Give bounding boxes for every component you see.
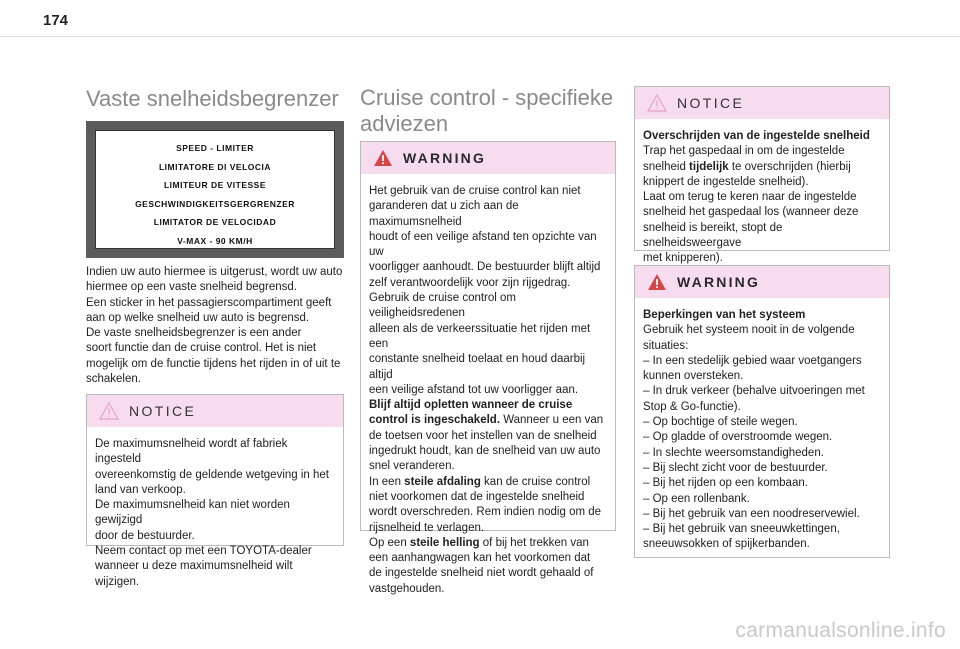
bold-text: Overschrijden van de ingestelde snelheid — [643, 130, 870, 142]
section-heading-cruise-control: Cruise control - specifieke adviezen — [360, 85, 614, 136]
text-line: – Bij het gebruik van een noodreservewiel. — [643, 507, 860, 520]
text-line: mogelijk om de functie tijdens het rijden in of uit te — [86, 357, 341, 370]
text-line: niet voorkomen dat de ingestelde snelheid — [369, 490, 585, 503]
text-line: door de bestuurder. — [95, 529, 195, 542]
text-line: Stop & Go-functie). — [643, 400, 741, 413]
text-line: Laat om terug te keren naar de ingestelde — [643, 191, 857, 204]
warning-header — [635, 266, 889, 298]
text-line: schakelen. — [86, 373, 141, 386]
bold-text: tijdelijk — [689, 160, 729, 173]
text-line: – In druk verkeer (behalve uitvoeringen met — [643, 385, 865, 398]
sticker-line: V-MAX - 90 KM/H — [177, 235, 253, 246]
text-line: met knipperen). — [643, 252, 723, 265]
text-line: De vaste snelheidsbegrenzer is een ander — [86, 327, 302, 340]
warning-title: WARNING — [403, 150, 487, 166]
text-line: snelheid het gaspedaal los (wanneer deze — [643, 206, 859, 219]
text-span: of bij het trekken van — [479, 536, 589, 549]
notice-header — [87, 395, 343, 427]
text-span: In een — [369, 475, 405, 488]
notice-body — [87, 427, 343, 600]
warning-body — [635, 298, 889, 563]
bold-text: Beperkingen van het systeem — [643, 309, 806, 321]
text-span: te overschrijden (hierbij — [728, 160, 851, 173]
text-line: Indien uw auto hiermee is uitgerust, wordt uw auto — [86, 266, 343, 278]
text-line: soort functie dan de cruise control. Het is niet — [86, 342, 317, 355]
text-line: – Bij het gebruik van sneeuwkettingen, — [643, 523, 840, 536]
text-line — [369, 475, 607, 490]
text-line: de ingestelde snelheid niet wordt gehaald of — [369, 567, 594, 580]
text-line: land van verkoop. — [95, 483, 186, 496]
text-line — [643, 129, 881, 144]
intro-paragraph — [86, 265, 344, 387]
text-line: – Op gladde of overstroomde wegen. — [643, 431, 833, 444]
notice-triangle-icon — [99, 402, 119, 420]
text-line: hiermee op een vaste snelheid begrensd. — [86, 281, 297, 294]
warning-box-cruise-control — [360, 141, 616, 595]
text-line: rijsnelheid te verlagen. — [369, 521, 485, 534]
section-heading-speed-limiter: Vaste snelheidsbegrenzer — [86, 86, 339, 111]
text-line: De maximumsnelheid kan niet worden gewijzigd — [95, 499, 290, 527]
text-line: snelheid is bereikt, stopt de snelheidsweergave — [643, 221, 783, 250]
text-line: – Op een rollenbank. — [643, 492, 750, 505]
text-line: snel veranderen. — [369, 460, 455, 473]
text-line: Neem contact op met een TOYOTA-dealer — [95, 545, 312, 558]
text-line: een veilige afstand tot uw voorligger aan. — [369, 383, 579, 396]
notice-box-overriding-speed — [634, 86, 890, 265]
text-span: kan de cruise control — [480, 475, 591, 488]
text-line: ingedrukt houdt, kan de snelheid van uw auto — [369, 445, 601, 458]
sticker-line: LIMITATORE DI VELOCIA — [158, 161, 272, 172]
sticker-label — [95, 130, 335, 249]
warning-body — [361, 174, 615, 607]
text-line: een aanhangwagen kan het voorkomen dat — [369, 552, 591, 565]
warning-title: WARNING — [677, 274, 761, 290]
text-line: aan op welke snelheid uw auto is begrensd. — [86, 311, 310, 324]
text-line: wanneer u deze maximumsnelheid wilt wijzigen. — [95, 560, 293, 588]
text-line: sneeuwsokken of spijkerbanden. — [643, 538, 810, 551]
text-line: kunnen oversteken. — [643, 370, 744, 383]
text-line: voorligger aanhoudt. De bestuurder blijft altijd — [369, 261, 601, 274]
watermark: carmanualsonline.info — [735, 619, 946, 642]
text-line: – Bij het rijden op een kombaan. — [643, 477, 808, 490]
text-line: constante snelheid toelaat en houd daarbij altijd — [369, 353, 586, 381]
text-line: wordt overschreden. Rem indien nodig om de — [369, 506, 602, 519]
text-line — [369, 536, 607, 551]
text-line: Gebruik de cruise control om veiligheidsredenen — [369, 292, 517, 320]
text-line — [643, 308, 881, 323]
notice-box-max-speed — [86, 394, 344, 588]
text-line: – In slechte weersomstandigheden. — [643, 446, 824, 459]
text-line — [369, 413, 607, 428]
text-line: – In een stedelijk gebied waar voetgangers — [643, 354, 862, 367]
text-line: – Bij slecht zicht voor de bestuurder. — [643, 461, 828, 474]
warning-header — [361, 142, 615, 174]
bold-text: control is ingeschakeld. — [369, 414, 501, 427]
speed-limiter-sticker-image — [86, 121, 344, 258]
text-span: Op een — [369, 536, 410, 549]
notice-triangle-icon — [647, 94, 667, 112]
sticker-line: LIMITATOR DE VELOCIDAD — [153, 217, 277, 227]
text-line: De maximumsnelheid wordt af fabriek ingesteld — [95, 438, 288, 466]
text-span: Wanneer u een van — [500, 414, 604, 427]
text-line: zelf verantwoordelijk voor zijn rijgedrag. — [369, 276, 571, 289]
notice-header — [635, 87, 889, 119]
text-line — [369, 398, 607, 413]
text-span: snelheid — [643, 160, 690, 173]
bold-text: Blijf altijd opletten wanneer de cruise — [369, 399, 573, 412]
notice-title: NOTICE — [129, 403, 197, 419]
text-line: – Op bochtige of steile wegen. — [643, 416, 798, 429]
text-line: de toetsen voor het instellen van de snelheid — [369, 429, 597, 442]
text-line — [643, 160, 881, 175]
text-line: Een sticker in het passagierscompartiment geeft — [86, 296, 332, 309]
text-line: garanderen dat u zich aan de maximumsnelheid — [369, 200, 519, 228]
text-line: overeenkomstig de geldende wetgeving in het — [95, 468, 329, 481]
text-line: situaties: — [643, 339, 689, 352]
warning-triangle-icon — [647, 273, 667, 291]
text-line: alleen als de verkeerssituatie het rijden met een — [369, 322, 591, 350]
page-number: 174 — [43, 12, 69, 29]
top-divider — [0, 36, 960, 37]
bold-text: steile afdaling — [404, 475, 481, 488]
notice-title: NOTICE — [677, 95, 745, 111]
text-line: houdt of een veilige afstand ten opzichte van uw — [369, 230, 597, 259]
text-line: Gebruik het systeem nooit in de volgende — [643, 324, 855, 337]
text-line: knippert de ingestelde snelheid). — [643, 175, 809, 188]
sticker-line: SPEED - LIMITER — [176, 143, 254, 153]
notice-body — [635, 119, 889, 277]
sticker-line: GESCHWINDIGKEITSGERGRENZER — [135, 198, 295, 209]
warning-triangle-icon — [373, 149, 393, 167]
text-line: Trap het gaspedaal in om de ingestelde — [643, 145, 845, 158]
warning-box-system-limits — [634, 265, 890, 558]
text-line: vastgehouden. — [369, 582, 445, 595]
text-line: Het gebruik van de cruise control kan niet — [369, 185, 581, 197]
bold-text: steile helling — [409, 536, 480, 549]
sticker-line: LIMITEUR DE VITESSE — [163, 180, 267, 190]
